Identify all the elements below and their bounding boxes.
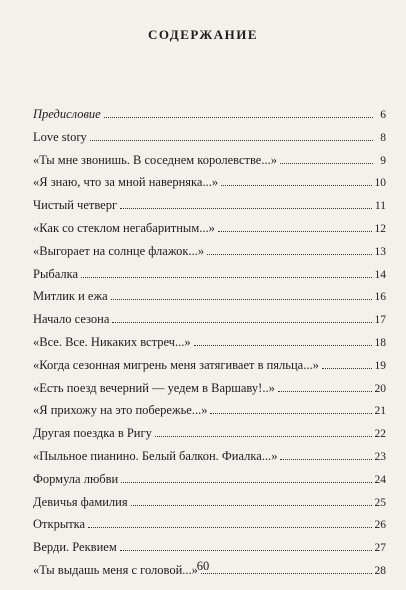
toc-entry-title: «Все. Все. Никаких встреч...» bbox=[33, 334, 191, 349]
toc-entry-title: «Когда сезонная мигрень меня затягивает в пяльца...» bbox=[33, 357, 319, 372]
toc-entry-page: 23 bbox=[374, 450, 386, 463]
toc-entry bbox=[33, 468, 386, 491]
toc-entry-page: 17 bbox=[374, 314, 386, 327]
toc-entry-title: Love story bbox=[33, 129, 87, 144]
dot-leader bbox=[120, 196, 372, 209]
toc-entry bbox=[33, 240, 386, 263]
table-of-contents bbox=[33, 103, 386, 582]
toc-entry-page: 22 bbox=[374, 428, 386, 441]
dot-leader bbox=[104, 105, 373, 118]
toc-entry-page: 6 bbox=[380, 109, 386, 121]
toc-entry bbox=[33, 331, 386, 354]
dot-leader bbox=[131, 493, 372, 506]
toc-entry-page: 16 bbox=[374, 291, 386, 304]
toc-entry bbox=[33, 399, 386, 422]
dot-leader bbox=[111, 287, 372, 300]
toc-entry-title: «Я прихожу на это побережье...» bbox=[33, 403, 208, 418]
toc-entry bbox=[33, 171, 386, 194]
toc-entry-page: 19 bbox=[374, 359, 386, 372]
toc-entry-page: 10 bbox=[374, 177, 386, 190]
dot-leader bbox=[121, 470, 371, 483]
toc-entry-title: «Ты мне звонишь. В соседнем королевстве...» bbox=[33, 152, 277, 167]
toc-entry-title: Формула любви bbox=[33, 471, 119, 486]
toc-entry-title: Открытка bbox=[33, 517, 86, 532]
toc-entry-title: Верди. Реквием bbox=[33, 540, 117, 555]
toc-entry-page: 12 bbox=[374, 222, 386, 235]
dot-leader bbox=[280, 151, 373, 164]
dot-leader bbox=[88, 515, 371, 528]
toc-entry bbox=[33, 536, 386, 559]
toc-entry bbox=[33, 263, 386, 286]
toc-entry-title: Начало сезона bbox=[33, 312, 110, 327]
page-number: 60 bbox=[196, 559, 210, 573]
toc-entry-title: «Я знаю, что за мной наверняка...» bbox=[33, 175, 219, 190]
toc-entry-page: 24 bbox=[374, 473, 386, 486]
toc-entry bbox=[33, 217, 386, 240]
toc-entry bbox=[33, 513, 386, 536]
toc-entry-title: «Как со стеклом негабаритным...» bbox=[33, 220, 215, 235]
dot-leader bbox=[218, 219, 372, 232]
toc-entry bbox=[33, 285, 386, 308]
toc-entry bbox=[33, 445, 386, 468]
toc-entry bbox=[33, 194, 386, 217]
toc-entry bbox=[33, 126, 386, 149]
toc-entry-page: 14 bbox=[374, 268, 386, 281]
toc-entry-page: 21 bbox=[374, 405, 386, 418]
toc-entry-page: 20 bbox=[374, 382, 386, 395]
toc-entry-page: 13 bbox=[374, 245, 386, 258]
dot-leader bbox=[90, 128, 373, 141]
dot-leader bbox=[120, 538, 372, 551]
toc-entry-title: Девичья фамилия bbox=[33, 494, 128, 509]
dot-leader bbox=[221, 173, 371, 186]
toc-entry-page: 18 bbox=[374, 336, 386, 349]
dot-leader bbox=[210, 401, 371, 414]
toc-entry-title: «Есть поезд вечерний — уедем в Варшаву!..» bbox=[33, 380, 275, 395]
toc-entry-page: 26 bbox=[374, 519, 386, 532]
toc-entry-page: 11 bbox=[374, 200, 386, 213]
toc-entry bbox=[33, 377, 386, 400]
toc-entry-page: 28 bbox=[374, 564, 386, 577]
dot-leader bbox=[278, 379, 372, 392]
toc-entry-title: Чистый четверг bbox=[33, 198, 118, 213]
dot-leader bbox=[280, 447, 371, 460]
dot-leader bbox=[81, 265, 371, 278]
toc-entry-title: Митлик и ежа bbox=[33, 289, 108, 304]
toc-entry bbox=[33, 491, 386, 514]
toc-entry-page: 8 bbox=[380, 131, 386, 144]
toc-entry-page: 25 bbox=[374, 496, 386, 509]
toc-entry-title: Рыбалка bbox=[33, 266, 79, 281]
toc-entry bbox=[33, 422, 386, 445]
toc-entry bbox=[33, 149, 386, 172]
dot-leader bbox=[194, 333, 372, 346]
toc-entry-title: «Ты выдашь меня с головой...» bbox=[33, 562, 198, 577]
toc-entry-page: 9 bbox=[380, 154, 386, 167]
toc-entry bbox=[33, 308, 386, 331]
toc-entry-title: Другая поездка в Ригу bbox=[33, 426, 152, 441]
toc-entry-title: «Выгорает на солнце флажок...» bbox=[33, 243, 205, 258]
toc-entry bbox=[33, 354, 386, 377]
dot-leader bbox=[112, 310, 371, 323]
dot-leader bbox=[322, 356, 372, 369]
toc-entry-page: 27 bbox=[374, 542, 386, 555]
toc-entry-title: Предисловие bbox=[33, 107, 101, 121]
toc-entry-title: «Пыльное пианино. Белый балкон. Фиалка...» bbox=[33, 448, 278, 463]
page-title: СОДЕРЖАНИЕ bbox=[147, 27, 259, 42]
dot-leader bbox=[155, 424, 372, 437]
dot-leader bbox=[207, 242, 371, 255]
toc-entry bbox=[33, 103, 386, 126]
